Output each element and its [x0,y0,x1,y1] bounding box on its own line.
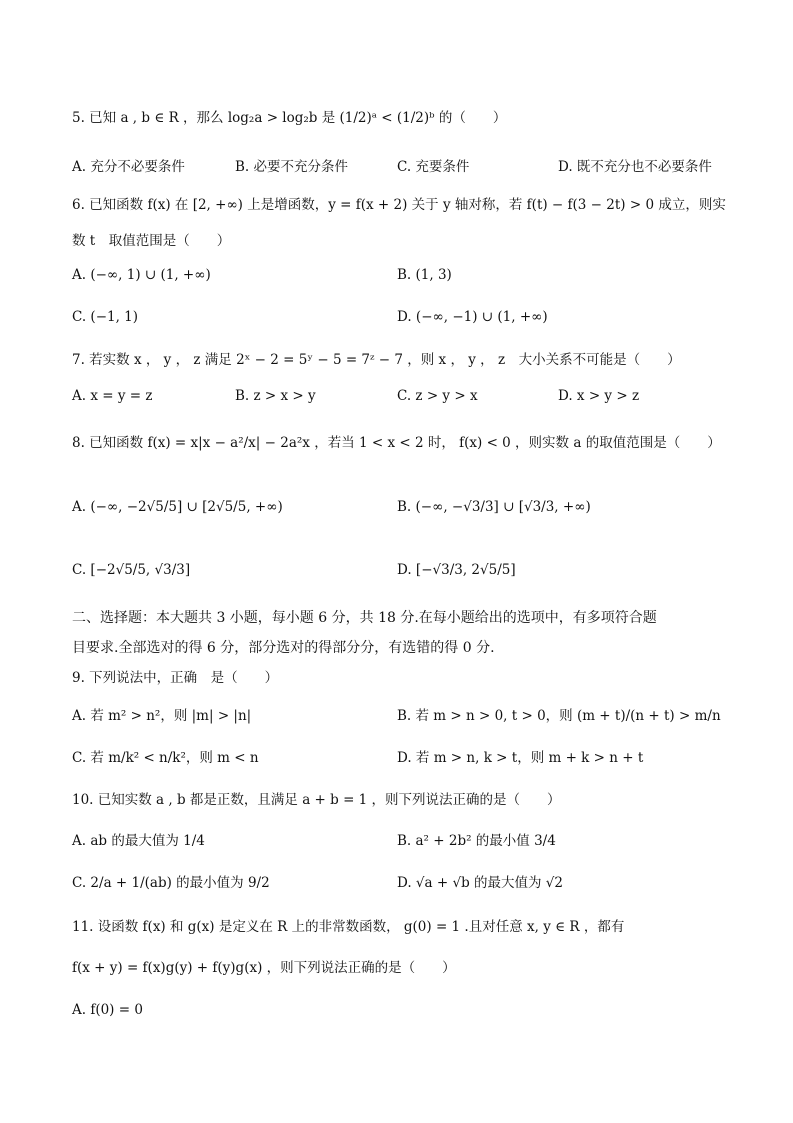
q5-option-d: D. 既不充分也不必要条件 [558,159,712,175]
q7-option-a: A. x = y = z [72,388,153,404]
q6-option-b: B. (1, 3) [397,267,452,283]
q6-stem-line1: 6. 已知函数 f(x) 在 [2, +∞) 上是增函数，y = f(x + 2) 关于 y 轴对称，若 f(t) − f(3 − 2t) > 0 成立，则实 [72,197,726,213]
q8-option-a: A. (−∞, −2√5/5] ∪ [2√5/5, +∞) [72,499,283,515]
q9-option-c: C. 若 m/k² < n/k²，则 m < n [72,750,259,766]
q9-option-a: A. 若 m² > n²，则 |m| > |n| [72,708,252,724]
q11-stem-line1: 11. 设函数 f(x) 和 g(x) 是定义在 R 上的非常数函数， g(0) = 1 .且对任意 x, y ∈ R ，都有 [72,919,625,935]
q6-stem-line2: 数 t 取值范围是（ ） [72,233,231,249]
q10-option-a: A. ab 的最大值为 1/4 [72,833,205,849]
q8-option-b: B. (−∞, −√3/3] ∪ [√3/3, +∞) [397,499,591,515]
q9-option-b: B. 若 m > n > 0, t > 0，则 (m + t)/(n + t) > m/n [397,708,721,724]
section-header-line1: 二、选择题：本大题共 3 小题，每小题 6 分，共 18 分.在每小题给出的选项中，有多项符合题 [72,610,657,626]
q11-option-a: A. f(0) = 0 [72,1002,143,1018]
q10-option-d: D. √a + √b 的最大值为 √2 [397,875,563,891]
q7-option-c: C. z > y > x [397,388,478,404]
q7-stem: 7. 若实数 x ， y ， z 满足 2ˣ − 2 = 5ʸ − 5 = 7ᶻ − 7 ，则 x ， y ， z 大小关系不可能是（ ） [72,352,681,368]
q5-option-a: A. 充分不必要条件 [72,159,185,175]
q9-option-d: D. 若 m > n, k > t，则 m + k > n + t [397,750,644,766]
q10-option-b: B. a² + 2b² 的最小值 3/4 [397,833,556,849]
q7-option-d: D. x > y > z [558,388,640,404]
q6-option-d: D. (−∞, −1) ∪ (1, +∞) [397,309,548,325]
q11-stem-line2: f(x + y) = f(x)g(y) + f(y)g(x) ，则下列说法正确的是（ ） [72,960,456,976]
q8-option-d: D. [−√3/3, 2√5/5] [397,562,516,578]
q10-option-c: C. 2/a + 1/(ab) 的最小值为 9/2 [72,875,270,891]
section-header-line2: 目要求.全部选对的得 6 分，部分选对的得部分分，有选错的得 0 分. [72,640,495,656]
q9-stem: 9. 下列说法中，正确 是（ ） [72,670,279,686]
q5-option-c: C. 充要条件 [397,159,470,175]
q5-stem: 5. 已知 a , b ∈ R ，那么 log₂a > log₂b 是 (1/2)ᵃ < (1/2)ᵇ 的（ ） [72,110,507,126]
q8-option-c: C. [−2√5/5, √3/3] [72,562,191,578]
q10-stem: 10. 已知实数 a , b 都是正数，且满足 a + b = 1 ，则下列说法正确的是（ ） [72,792,561,808]
q5-option-b: B. 必要不充分条件 [235,159,349,175]
q6-option-c: C. (−1, 1) [72,309,139,325]
q8-stem: 8. 已知函数 f(x) = x|x − a²/x| − 2a²x ，若当 1 < x < 2 时， f(x) < 0 ，则实数 a 的取值范围是（ ） [72,435,721,451]
q6-option-a: A. (−∞, 1) ∪ (1, +∞) [72,267,211,283]
q7-option-b: B. z > x > y [235,388,316,404]
